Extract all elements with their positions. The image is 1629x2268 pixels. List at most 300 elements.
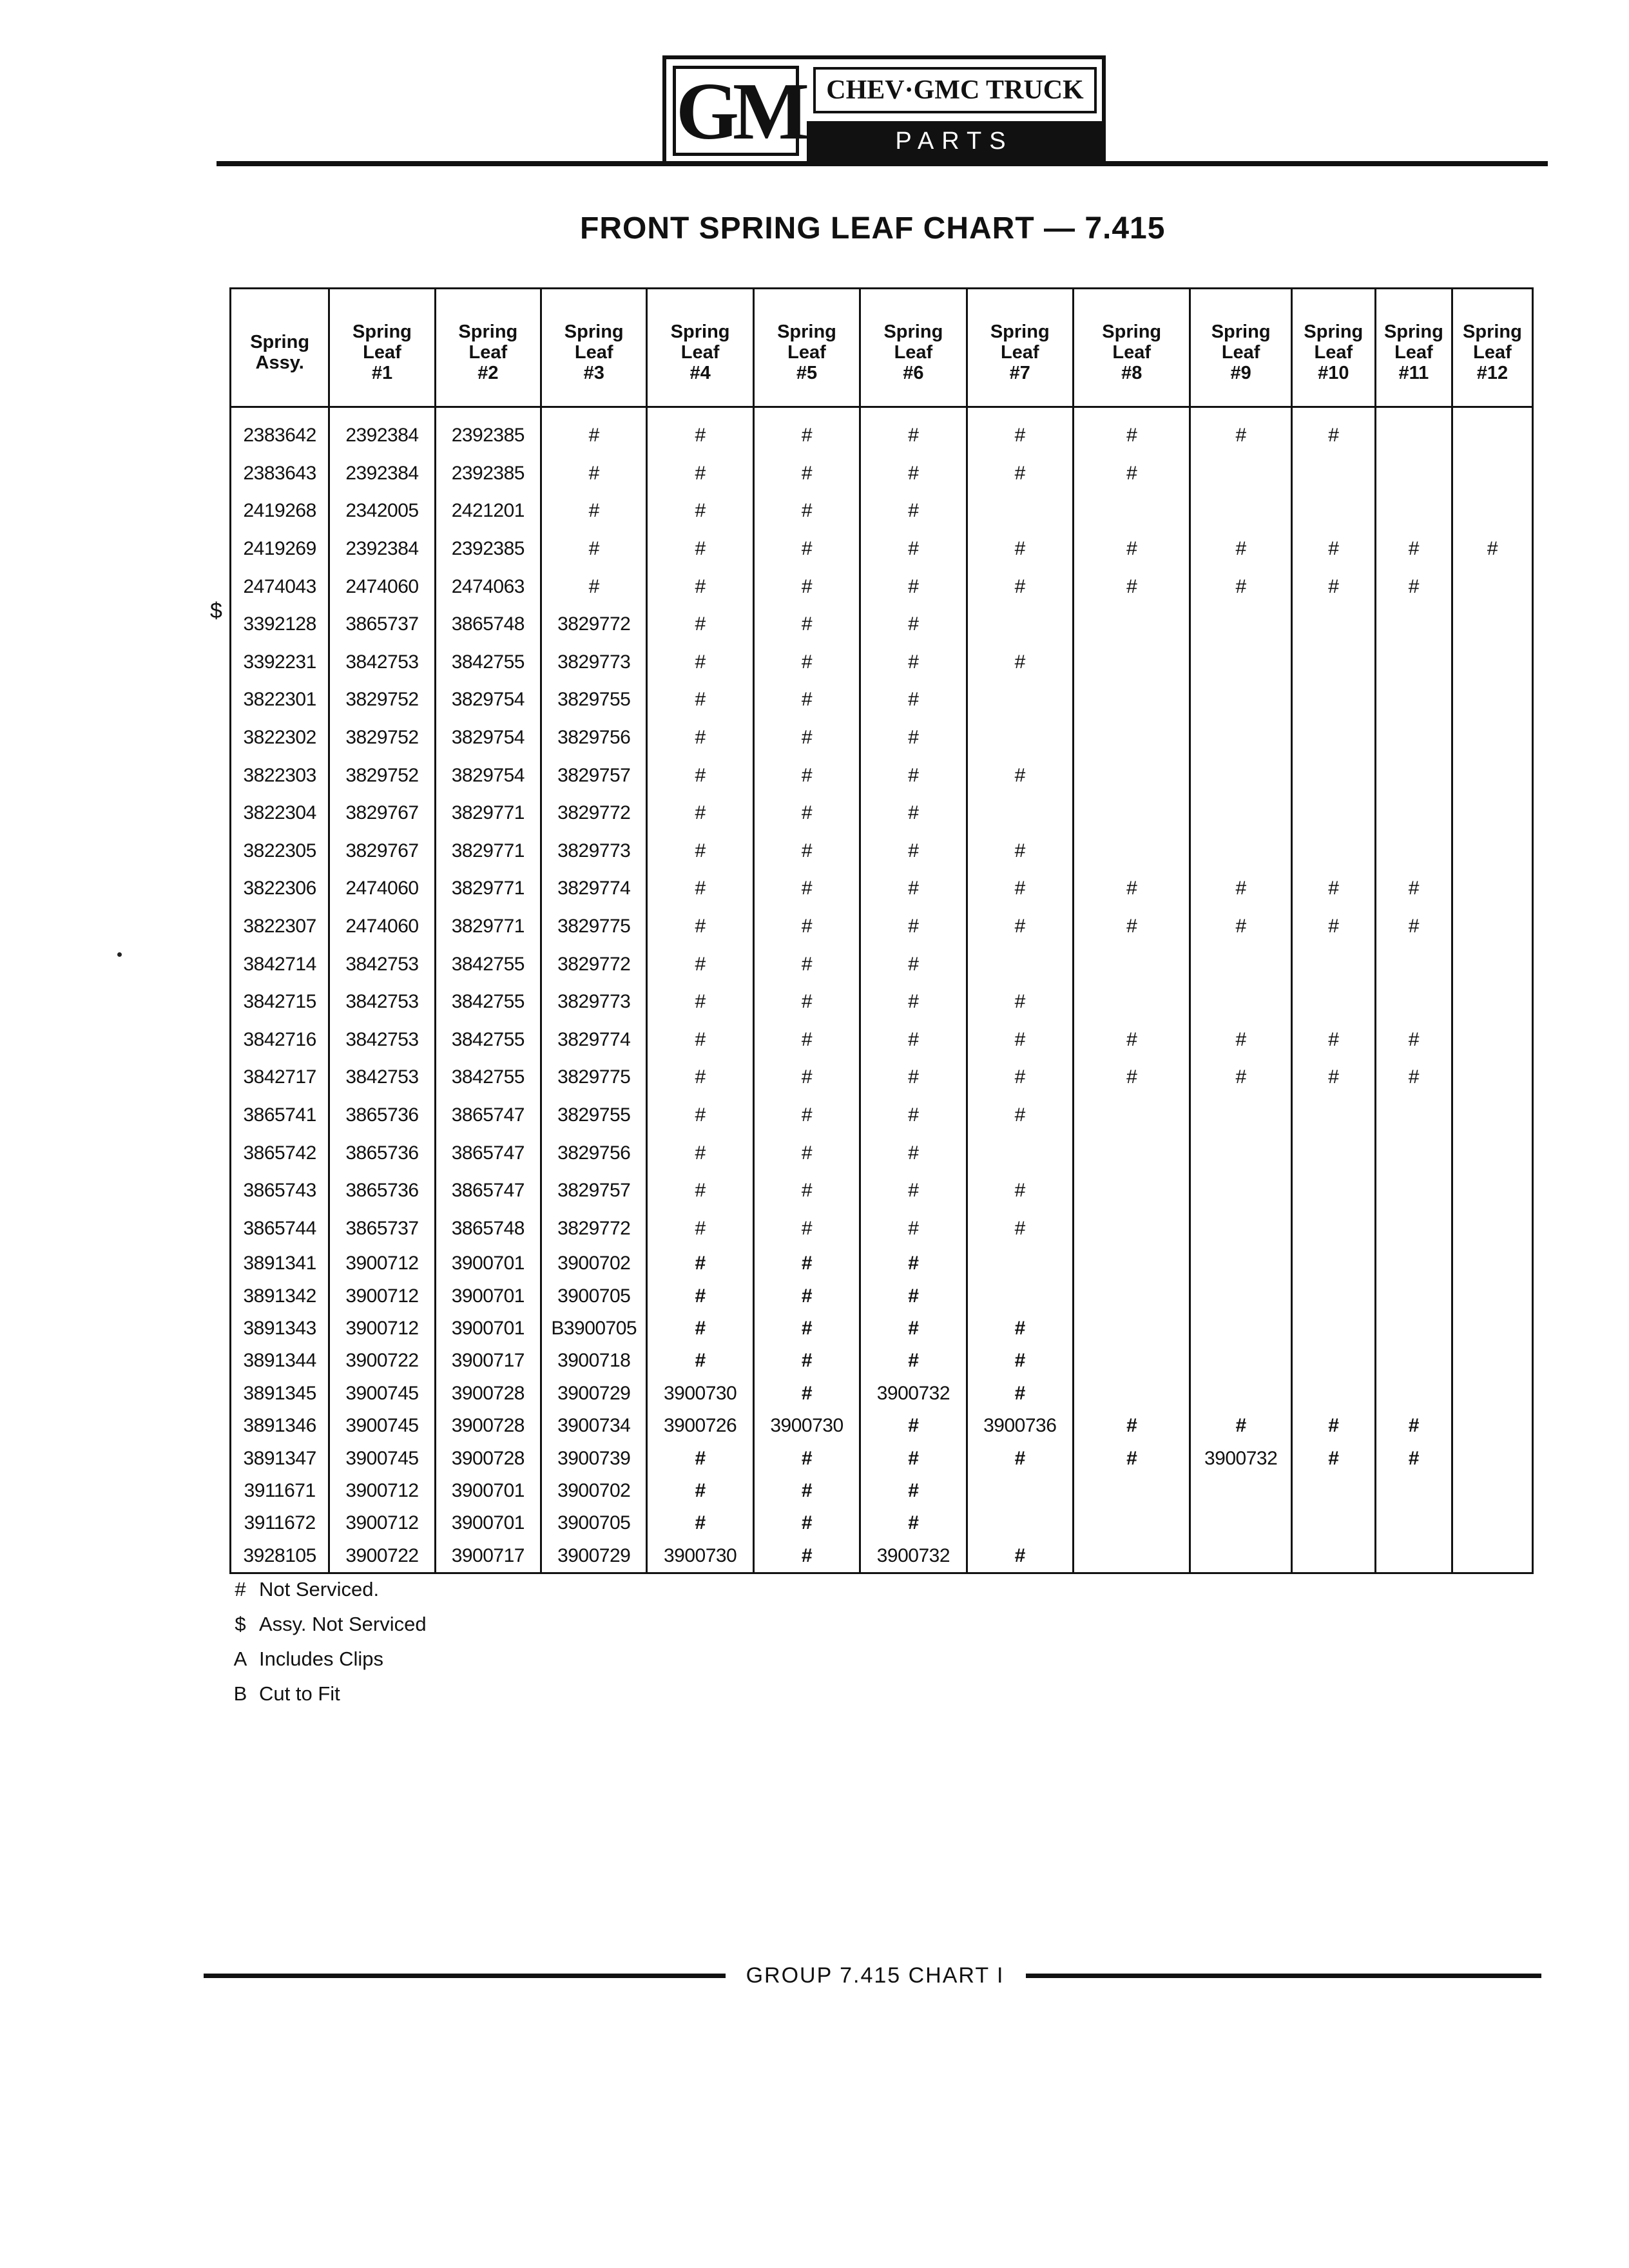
table-cell: 3842755 (435, 644, 541, 682)
table-cell: # (1073, 568, 1190, 606)
table-cell: 3865741 (231, 1097, 329, 1135)
column-header-line: Leaf (1473, 341, 1512, 363)
table-cell: # (860, 1442, 967, 1474)
table-cell (1452, 870, 1532, 908)
table-cell: # (753, 794, 860, 832)
table-cell (1375, 1540, 1452, 1573)
table-cell: # (753, 1442, 860, 1474)
table-cell: # (967, 832, 1073, 870)
table-cell: 3900701 (435, 1507, 541, 1539)
table-cell: 3829757 (541, 756, 647, 794)
table-cell (967, 719, 1073, 757)
table-cell: # (753, 1280, 860, 1312)
table-cell: # (753, 756, 860, 794)
table-cell: # (860, 1410, 967, 1442)
table-cell: 2419268 (231, 492, 329, 530)
table-cell (1190, 1172, 1291, 1210)
table-row (231, 1475, 1533, 1507)
table-cell: 2474060 (329, 568, 435, 606)
column-header-line: #6 (903, 362, 924, 383)
table-cell (967, 1134, 1073, 1172)
table-cell: 3900745 (329, 1410, 435, 1442)
table-cell: # (967, 1059, 1073, 1097)
table-cell: # (1190, 1021, 1291, 1059)
column-header (1190, 289, 1291, 407)
table-cell: 3900732 (1190, 1442, 1291, 1474)
table-cell (1073, 945, 1190, 983)
table-cell (1291, 1097, 1375, 1135)
table-cell: 3822307 (231, 908, 329, 946)
table-cell (1452, 1209, 1532, 1247)
table-cell (967, 492, 1073, 530)
table-cell (1375, 1247, 1452, 1280)
table-cell (1452, 1540, 1532, 1573)
table-cell: # (1291, 568, 1375, 606)
table-cell (1375, 1134, 1452, 1172)
table-cell: 2474063 (435, 568, 541, 606)
table-cell: # (647, 794, 753, 832)
table-cell (1190, 1378, 1291, 1410)
table-cell (1375, 1280, 1452, 1312)
table-cell: 3822305 (231, 832, 329, 870)
table-cell: 3842715 (231, 983, 329, 1021)
table-cell: 2392384 (329, 455, 435, 493)
table-cell (1190, 1312, 1291, 1345)
table-cell: # (753, 1475, 860, 1507)
table-cell (1375, 832, 1452, 870)
table-cell: # (753, 606, 860, 644)
table-row (231, 568, 1533, 606)
column-header (1291, 289, 1375, 407)
table-cell (1452, 1442, 1532, 1474)
table-cell: # (967, 1312, 1073, 1345)
table-row (231, 1021, 1533, 1059)
table-cell: # (1452, 530, 1532, 568)
column-header (647, 289, 753, 407)
table-cell: 2392385 (435, 530, 541, 568)
table-cell: # (967, 644, 1073, 682)
column-header-line: Spring (458, 321, 518, 342)
column-header-line: Leaf (363, 341, 401, 363)
table-cell: 3842755 (435, 983, 541, 1021)
table-cell: 3829775 (541, 908, 647, 946)
table-cell: 3891346 (231, 1410, 329, 1442)
table-cell (1452, 407, 1532, 455)
footer-label: GROUP 7.415 CHART I (746, 1963, 1005, 1988)
legend-symbol: # (235, 1578, 246, 1600)
table-row (231, 1540, 1533, 1573)
table-cell: 3842753 (329, 644, 435, 682)
column-header (860, 289, 967, 407)
table-cell (1452, 794, 1532, 832)
table-cell: 3900712 (329, 1280, 435, 1312)
table-cell (1073, 1540, 1190, 1573)
table-cell (1291, 945, 1375, 983)
table-cell: 3842753 (329, 1059, 435, 1097)
table-cell: 3829773 (541, 983, 647, 1021)
table-cell: 3891347 (231, 1442, 329, 1474)
table-cell: 3911672 (231, 1507, 329, 1539)
table-cell (1452, 1378, 1532, 1410)
table-cell: # (647, 1134, 753, 1172)
table-cell: # (647, 1209, 753, 1247)
table-cell: # (647, 1172, 753, 1210)
table-cell: # (541, 492, 647, 530)
table-cell: 3900732 (860, 1540, 967, 1573)
table-cell: 2474043 (231, 568, 329, 606)
table-cell: 3829756 (541, 1134, 647, 1172)
legend-symbol: B (233, 1682, 247, 1705)
table-cell (1452, 908, 1532, 946)
legend-item (222, 1677, 737, 1711)
table-cell: # (541, 455, 647, 493)
table-cell (1073, 1312, 1190, 1345)
table-cell: # (860, 606, 967, 644)
table-row (231, 1097, 1533, 1135)
table-cell (967, 1247, 1073, 1280)
table-cell: 3900730 (753, 1410, 860, 1442)
table-cell: 3829767 (329, 794, 435, 832)
table-cell: # (647, 1280, 753, 1312)
table-cell: # (1073, 870, 1190, 908)
table-cell: # (860, 908, 967, 946)
table-cell: # (1190, 568, 1291, 606)
table-cell (1190, 1280, 1291, 1312)
table-cell: # (647, 908, 753, 946)
table-cell: # (1291, 870, 1375, 908)
table-cell: # (1291, 530, 1375, 568)
table-cell: # (647, 530, 753, 568)
table-cell: # (1073, 1410, 1190, 1442)
table-cell: # (860, 530, 967, 568)
table-cell: 3900705 (541, 1507, 647, 1539)
table-cell (1375, 644, 1452, 682)
table-cell (1190, 794, 1291, 832)
table-cell (1375, 492, 1452, 530)
table-cell: # (860, 1134, 967, 1172)
table-row (231, 945, 1533, 983)
table-cell: B3900705 (541, 1312, 647, 1345)
table-cell (967, 1280, 1073, 1312)
table-cell: 3842753 (329, 1021, 435, 1059)
table-cell: 3900728 (435, 1378, 541, 1410)
table-cell: 2383643 (231, 455, 329, 493)
table-cell (1291, 832, 1375, 870)
table-cell (1375, 1345, 1452, 1377)
table-cell: 3900726 (647, 1410, 753, 1442)
table-cell: 3829771 (435, 870, 541, 908)
table-cell: 3822304 (231, 794, 329, 832)
table-cell (1190, 606, 1291, 644)
table-cell: # (647, 1312, 753, 1345)
table-cell: # (967, 870, 1073, 908)
table-cell: 2392384 (329, 530, 435, 568)
table-cell (1073, 1172, 1190, 1210)
table-cell: 3829774 (541, 1021, 647, 1059)
logo-catalogue-text: PARTS CATALOGUE (807, 121, 1102, 161)
column-header (1452, 289, 1532, 407)
table-cell: 2392385 (435, 407, 541, 455)
table-cell: # (647, 1507, 753, 1539)
table-cell (967, 945, 1073, 983)
table-cell: 3900730 (647, 1378, 753, 1410)
table-cell: 3900712 (329, 1507, 435, 1539)
table-cell: 3900701 (435, 1312, 541, 1345)
table-cell: # (753, 644, 860, 682)
table-cell: # (1291, 1442, 1375, 1474)
footer-rule-left (204, 1974, 726, 1978)
table-cell: 3900712 (329, 1475, 435, 1507)
table-cell: # (1375, 530, 1452, 568)
table-row (231, 1507, 1533, 1539)
table-cell: 3900745 (329, 1378, 435, 1410)
table-cell: 3865748 (435, 606, 541, 644)
table-cell (1375, 606, 1452, 644)
table-cell: 2342005 (329, 492, 435, 530)
table-cell (1452, 1280, 1532, 1312)
table-cell (1452, 681, 1532, 719)
table-cell: # (647, 719, 753, 757)
table-cell: 3900722 (329, 1345, 435, 1377)
table-cell: # (647, 983, 753, 1021)
table-cell (1291, 1312, 1375, 1345)
table-cell (1452, 983, 1532, 1021)
table-cell: # (1190, 908, 1291, 946)
column-header-line: Spring (1211, 321, 1271, 342)
table-cell: # (1375, 1410, 1452, 1442)
table-cell: 3829771 (435, 908, 541, 946)
table-row (231, 455, 1533, 493)
table-cell: # (647, 1247, 753, 1280)
table-cell (1190, 1345, 1291, 1377)
table-cell: 3865736 (329, 1134, 435, 1172)
table-cell: 3891343 (231, 1312, 329, 1345)
table-cell (967, 1475, 1073, 1507)
table-cell: 3829774 (541, 870, 647, 908)
table-cell: # (1190, 1410, 1291, 1442)
table-cell: # (860, 1280, 967, 1312)
table-row (231, 1378, 1533, 1410)
table-cell: # (1375, 568, 1452, 606)
table-cell: 3900712 (329, 1247, 435, 1280)
table-cell (1452, 719, 1532, 757)
table-cell: 3891345 (231, 1378, 329, 1410)
table-cell (1073, 1475, 1190, 1507)
column-header-line: Assy. (255, 352, 304, 373)
table-cell: # (860, 681, 967, 719)
table-cell: # (1190, 1059, 1291, 1097)
table-cell: 3829752 (329, 756, 435, 794)
table-cell: # (541, 530, 647, 568)
column-header-line: Leaf (468, 341, 508, 363)
table-cell: # (1375, 870, 1452, 908)
table-cell (1291, 1378, 1375, 1410)
table-cell: # (753, 719, 860, 757)
table-cell (1452, 1475, 1532, 1507)
table-cell (1375, 1312, 1452, 1345)
table-cell: 3900734 (541, 1410, 647, 1442)
table-row (231, 1410, 1533, 1442)
table-cell (1291, 606, 1375, 644)
table-row (231, 1059, 1533, 1097)
legend-text: Assy. Not Serviced (259, 1613, 427, 1635)
table-cell: 3900728 (435, 1410, 541, 1442)
column-header-line: Spring (564, 321, 624, 342)
table-row (231, 1134, 1533, 1172)
table-cell (967, 794, 1073, 832)
table-cell: # (860, 1345, 967, 1377)
table-cell: # (753, 1345, 860, 1377)
table-cell: 3900718 (541, 1345, 647, 1377)
table-cell: 3829771 (435, 832, 541, 870)
table-cell: # (967, 1021, 1073, 1059)
table-cell (1375, 1378, 1452, 1410)
table-cell (967, 1507, 1073, 1539)
table-cell (1375, 1475, 1452, 1507)
table-cell: # (1291, 407, 1375, 455)
column-header-line: Spring (352, 321, 412, 342)
table-cell: # (647, 756, 753, 794)
table-cell: # (541, 568, 647, 606)
column-header (435, 289, 541, 407)
table-row (231, 908, 1533, 946)
table-cell: # (753, 1134, 860, 1172)
table-cell: # (860, 455, 967, 493)
table-cell: # (1375, 908, 1452, 946)
table-cell: 3900717 (435, 1345, 541, 1377)
table-cell (1291, 455, 1375, 493)
table-cell: 3900701 (435, 1475, 541, 1507)
table-cell: 3829752 (329, 681, 435, 719)
table-cell: # (647, 455, 753, 493)
table-cell: 3392231 (231, 644, 329, 682)
table-cell: # (753, 983, 860, 1021)
table-cell: # (860, 719, 967, 757)
table-cell (1452, 756, 1532, 794)
table-cell: 3865748 (435, 1209, 541, 1247)
table-cell (1452, 1247, 1532, 1280)
table-cell: 3865737 (329, 606, 435, 644)
table-cell (1190, 832, 1291, 870)
column-header-line: Spring (883, 321, 943, 342)
table-cell (1291, 756, 1375, 794)
table-cell (1190, 1134, 1291, 1172)
table-cell: # (1073, 1021, 1190, 1059)
table-cell: 3842714 (231, 945, 329, 983)
table-cell (1190, 492, 1291, 530)
column-header-line: Spring (250, 331, 310, 352)
table-cell: # (967, 908, 1073, 946)
table-cell (1375, 1172, 1452, 1210)
spring-leaf-table (229, 287, 1534, 1574)
table-cell (1452, 568, 1532, 606)
table-row (231, 606, 1533, 644)
table-cell: 3900702 (541, 1247, 647, 1280)
table-cell (1073, 1097, 1190, 1135)
column-header-line: #2 (477, 362, 499, 383)
table-cell: 3865736 (329, 1097, 435, 1135)
gm-logo (662, 55, 1106, 195)
table-cell: # (1291, 1021, 1375, 1059)
table-cell (1452, 1134, 1532, 1172)
table-cell: 3829755 (541, 681, 647, 719)
table-cell (1073, 832, 1190, 870)
legend-item (222, 1572, 737, 1607)
table-cell (1073, 1378, 1190, 1410)
table-cell: 2392385 (435, 455, 541, 493)
table-cell: 3842716 (231, 1021, 329, 1059)
table-cell: # (753, 908, 860, 946)
table-cell: # (647, 832, 753, 870)
table-cell: # (967, 407, 1073, 455)
table-cell: 3900701 (435, 1280, 541, 1312)
table-cell: 3829754 (435, 719, 541, 757)
table-row (231, 530, 1533, 568)
table-cell: # (1291, 1410, 1375, 1442)
table-cell: # (860, 1097, 967, 1135)
column-header-line: #5 (796, 362, 818, 383)
table-cell (1452, 1312, 1532, 1345)
table-row (231, 1172, 1533, 1210)
table-cell: 3900729 (541, 1540, 647, 1573)
table-cell: # (753, 870, 860, 908)
column-header-line: Spring (1304, 321, 1364, 342)
column-header-line: Spring (990, 321, 1050, 342)
table-cell (1073, 1134, 1190, 1172)
table-cell: # (967, 1172, 1073, 1210)
table-cell: # (647, 1021, 753, 1059)
table-cell: 3842755 (435, 1021, 541, 1059)
table-cell: # (860, 1172, 967, 1210)
table-cell: # (541, 407, 647, 455)
table-cell: # (647, 606, 753, 644)
table-cell: # (860, 492, 967, 530)
column-header-line: Spring (1102, 321, 1162, 342)
table-cell: 2383642 (231, 407, 329, 455)
table-cell (1190, 1097, 1291, 1135)
table-cell (1452, 1507, 1532, 1539)
table-cell: 3842753 (329, 983, 435, 1021)
table-cell: 2474060 (329, 870, 435, 908)
table-cell (1375, 455, 1452, 493)
table-cell: # (647, 568, 753, 606)
table-cell: # (1375, 1442, 1452, 1474)
table-cell: 3900701 (435, 1247, 541, 1280)
table-cell: 3865747 (435, 1172, 541, 1210)
table-cell: # (753, 681, 860, 719)
table-cell (1452, 1345, 1532, 1377)
table-cell (1291, 492, 1375, 530)
table-cell (1375, 719, 1452, 757)
table-cell (1291, 719, 1375, 757)
table-cell: # (753, 832, 860, 870)
table-cell: # (1190, 407, 1291, 455)
table-cell: # (753, 1209, 860, 1247)
table-row (231, 756, 1533, 794)
column-header (753, 289, 860, 407)
table-cell (1291, 1540, 1375, 1573)
column-header-line: #4 (689, 362, 711, 383)
footer-rule-right (1026, 1974, 1541, 1978)
table-cell: 3842755 (435, 945, 541, 983)
table-cell: 3891344 (231, 1345, 329, 1377)
table-cell (1190, 1475, 1291, 1507)
table-cell (1190, 1209, 1291, 1247)
legend-text: Not Serviced. (259, 1578, 380, 1600)
table-cell: # (1190, 870, 1291, 908)
table-cell: 3829772 (541, 945, 647, 983)
table-cell: 3865736 (329, 1172, 435, 1210)
